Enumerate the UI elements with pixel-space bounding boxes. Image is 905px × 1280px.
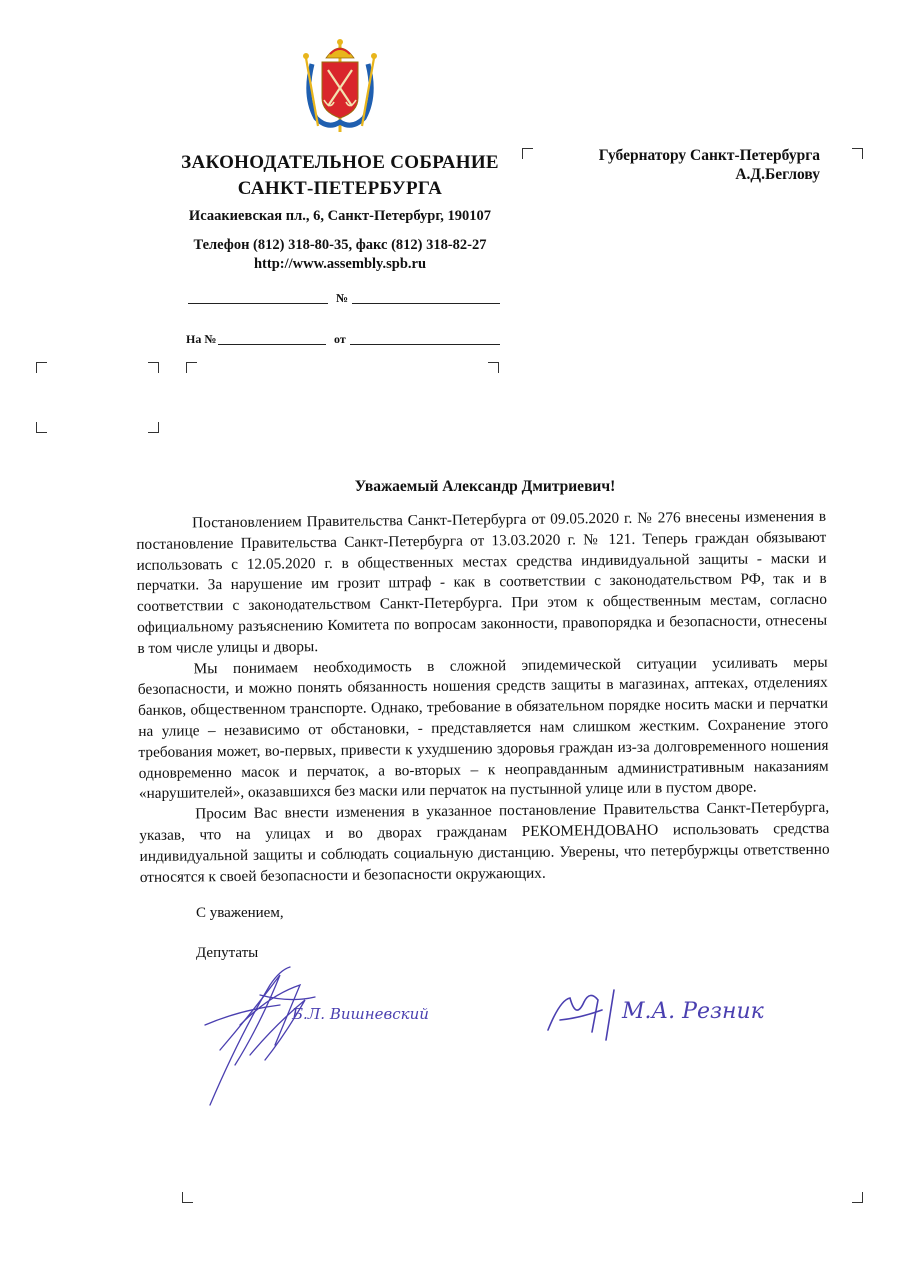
signature-name-right: М.А. Резник (622, 999, 764, 1024)
outgoing-date-line (188, 303, 328, 304)
number-label: № (336, 291, 349, 305)
corner-mark (148, 362, 159, 373)
corner-mark (36, 362, 47, 373)
ref-number-line (218, 344, 326, 345)
corner-mark (852, 148, 863, 159)
coat-of-arms-emblem (300, 36, 380, 136)
letter-salutation: Уважаемый Александр Дмитриевич! (354, 478, 616, 495)
organization-phone: Телефон (812) 318-80-35, факс (812) 318-82-27 (193, 237, 487, 253)
corner-mark (488, 362, 499, 373)
recipient-title: Губернатору Санкт-Петербурга (598, 147, 820, 164)
signature-name-left: Б.Л. Вишневский (292, 1005, 429, 1023)
corner-mark (36, 422, 47, 433)
letter-paragraph: Просим Вас внести изменения в указанное постановление Правительства Санкт-Петербурга, указав, что на улицах и во дворах гражданам РЕКОМЕНДОВАНО использовать средства индивидуальной защиты и соблюдать социальную дистанцию. Уверены, что петербуржцы ответственно относятся к своей безопасности и безопасности окружающих. (139, 798, 830, 886)
letter-closing: С уважением, (196, 905, 284, 921)
letter-body (136, 507, 830, 889)
signature-reznik (540, 960, 830, 1050)
letter-paragraph: Постановлением Правительства Санкт-Петербурга от 09.05.2020 г. № 276 внесены изменения в постановление Правительства Санкт-Петербурга от 13.03.2020 г. № 121. Теперь граждан обязывают использовать с 12.05.2020 г. в общественных местах средства индивидуальной защиты - маски и перчатки. За нарушение им грозит штраф - как в соответствии с законодательством РФ, так и в соответствии с законодательством Санкт-Петербурга. При этом к общественным местам, согласно официальному разъяснению Комитета по вопросам законности, правопорядка и безопасности, отнесены в том числе улицы и дворы. (136, 507, 828, 657)
outgoing-number-line (352, 303, 500, 304)
organization-website: http://www.assembly.spb.ru (253, 256, 427, 272)
ref-number-label: На № (186, 332, 217, 346)
organization-address: Исаакиевская пл., 6, Санкт-Петербург, 190107 (188, 208, 492, 224)
ref-date-label: от (334, 332, 346, 346)
recipient-name: А.Д.Беглову (735, 166, 820, 183)
corner-mark (182, 1192, 193, 1203)
letter-paragraph: Мы понимаем необходимость в сложной эпидемической ситуации усиливать меры безопасности, и можно понять обязанность ношения средств защиты в магазинах, аптеках, отделениях банков, общественном транспорте. Однако, требование в обязательном порядке носить маски и перчатки на улице – независимо от обстановки, - представляется нам слишком жестким. Сохранение этого требования может, во-первых, привести к ухудшению здоровья граждан из-за долговременного ношения одновременно масок и перчаток, а во-вторых – к неоправданным административным наказаниям «нарушителей», оказавшихся без маски или перчаток на пустынной улице или в пустом дворе. (137, 653, 829, 803)
corner-mark (522, 148, 533, 159)
recipient-block (545, 146, 820, 184)
ref-date-line (350, 344, 500, 345)
organization-name-line2: САНКТ-ПЕТЕРБУРГА (237, 178, 443, 199)
corner-mark (186, 362, 197, 373)
corner-mark (852, 1192, 863, 1203)
organization-name-line1: ЗАКОНОДАТЕЛЬНОЕ СОБРАНИЕ (181, 152, 499, 173)
signatories-label: Депутаты (196, 945, 259, 961)
organization-name (150, 150, 530, 202)
corner-mark (148, 422, 159, 433)
signature-vishnevsky (180, 955, 470, 1120)
